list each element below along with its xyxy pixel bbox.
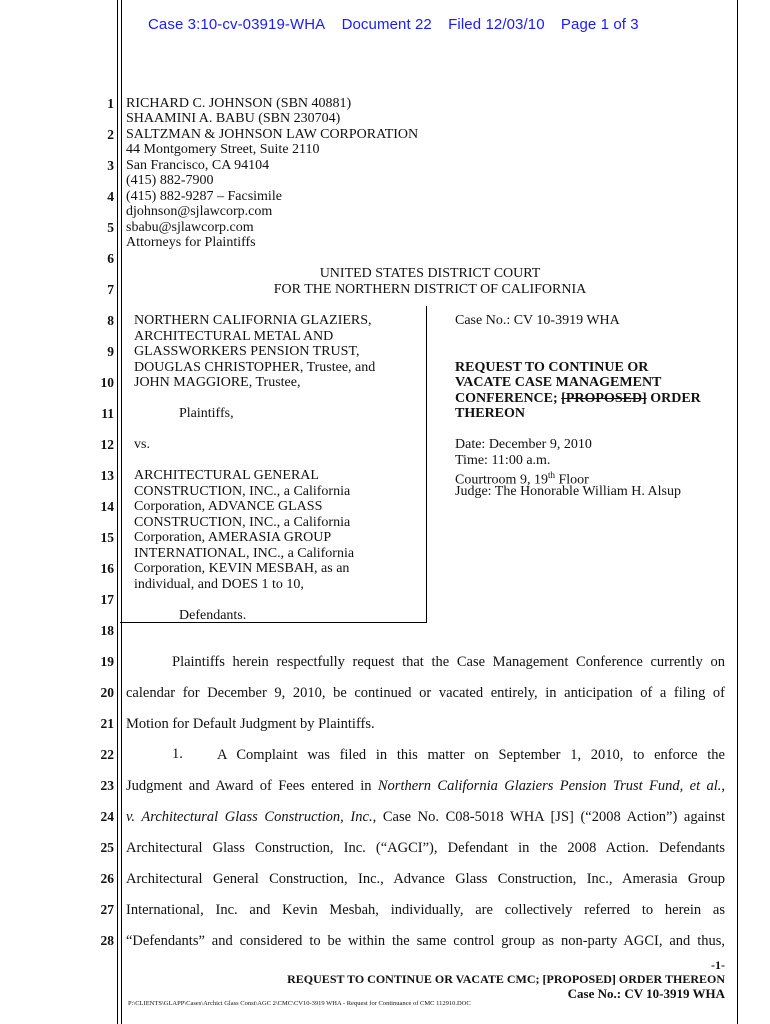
courtroom-text: Floor <box>554 472 589 488</box>
body-line-23 <box>126 778 725 795</box>
attorney-line: SALTZMAN & JOHNSON LAW CORPORATION <box>126 127 419 142</box>
plaintiff-line: JOHN MAGGIORE, Trustee, <box>134 375 301 390</box>
attorney-line: sbabu@sjlawcorp.com <box>126 220 254 235</box>
title-line: VACATE CASE MANAGEMENT <box>455 375 662 390</box>
line-number: 14 <box>100 499 114 514</box>
defendant-line: INTERNATIONAL, INC., a California <box>134 546 355 561</box>
hearing-time: Time: 11:00 a.m. <box>455 453 551 468</box>
line-number: 22 <box>100 747 114 762</box>
attorney-line: (415) 882-7900 <box>126 173 214 188</box>
attorney-line: 44 Montgomery Street, Suite 2110 <box>126 142 320 157</box>
case-citation: Northern California Glaziers Pension Trust Fund, et al., <box>377 778 726 794</box>
line-number: 15 <box>100 530 114 545</box>
right-margin-rule <box>737 0 738 1024</box>
case-number: Case No.: CV 10-3919 WHA <box>455 313 620 328</box>
line-number: 17 <box>100 592 114 607</box>
title-line <box>455 391 701 407</box>
line-number: 6 <box>107 251 114 266</box>
file-path: P:\CLIENTS\GLAPP\Cases\Archict Glass Const\AGC 2\CMC\CV10-3919 WHA - Request for Continuance of CMC 112910.DOC <box>128 1000 471 1007</box>
body-text-span: Judgment and Award of Fees entered in <box>126 778 378 794</box>
body-line-21: Motion for Default Judgment by Plaintiffs. <box>126 716 375 732</box>
line-number: 3 <box>107 158 114 173</box>
body-line-20: calendar for December 9, 2010, be continued or vacated entirely, in anticipation of a filing of <box>126 685 725 701</box>
court-district: FOR THE NORTHERN DISTRICT OF CALIFORNIA <box>273 282 587 297</box>
line-number: 23 <box>100 778 114 793</box>
defendant-line: Corporation, ADVANCE GLASS <box>134 499 323 514</box>
struck-proposed: [PROPOSED] <box>561 391 647 406</box>
body-text-span: , Case No. C08-5018 WHA [JS] (“2008 Action”) against <box>372 809 726 825</box>
title-text: ORDER <box>646 391 701 406</box>
plaintiff-line: NORTHERN CALIFORNIA GLAZIERS, <box>134 313 372 328</box>
line-number: 8 <box>107 313 114 328</box>
defendant-line: individual, and DOES 1 to 10, <box>134 577 304 592</box>
body-line-26: Architectural General Construction, Inc., Advance Glass Construction, Inc., Amerasia Group <box>126 871 725 887</box>
footer-case-number: Case No.: CV 10-3919 WHA <box>567 986 725 1001</box>
body-line-24 <box>126 809 725 826</box>
ecf-case-number: Case 3:10-cv-03919-WHA <box>148 16 326 33</box>
line-number: 18 <box>100 623 114 638</box>
plaintiff-line: DOUGLAS CHRISTOPHER, Trustee, and <box>134 360 376 375</box>
body-line-22: A Complaint was filed in this matter on September 1, 2010, to enforce the <box>217 747 725 763</box>
ordinal-suffix: th <box>547 470 555 480</box>
attorney-line: RICHARD C. JOHNSON (SBN 40881) <box>126 96 352 111</box>
defendants-label: Defendants. <box>179 608 247 623</box>
attorney-line: Attorneys for Plaintiffs <box>126 235 256 250</box>
plaintiff-line: ARCHITECTURAL METAL AND <box>134 329 334 344</box>
ecf-header <box>148 16 651 33</box>
ecf-page-count: Page 1 of 3 <box>560 16 639 33</box>
left-margin-rule <box>117 0 118 1024</box>
line-number: 4 <box>107 189 114 204</box>
line-number: 21 <box>100 716 114 731</box>
court-name: UNITED STATES DISTRICT COURT <box>319 266 541 281</box>
ecf-filed-date: Filed 12/03/10 <box>448 16 545 33</box>
hearing-date: Date: December 9, 2010 <box>455 437 592 452</box>
paragraph-number: 1. <box>172 746 183 762</box>
line-number: 12 <box>100 437 114 452</box>
title-line: REQUEST TO CONTINUE OR <box>455 360 649 375</box>
plaintiffs-label: Plaintiffs, <box>179 406 234 421</box>
defendant-line: Corporation, AMERASIA GROUP <box>134 530 332 545</box>
plaintiff-line: GLASSWORKERS PENSION TRUST, <box>134 344 360 359</box>
line-number: 11 <box>101 406 114 421</box>
ecf-document-number: Document 22 <box>341 16 432 33</box>
hearing-judge: Judge: The Honorable William H. Alsup <box>455 484 682 499</box>
line-number: 25 <box>100 840 114 855</box>
attorney-line: (415) 882-9287 – Facsimile <box>126 189 282 204</box>
line-number: 13 <box>100 468 114 483</box>
attorney-line: San Francisco, CA 94104 <box>126 158 270 173</box>
body-line-19: Plaintiffs herein respectfully request that the Case Management Conference currently on <box>172 654 725 670</box>
line-number: 2 <box>107 127 114 142</box>
footer-title: REQUEST TO CONTINUE OR VACATE CMC; [PROPOSED] ORDER THEREON <box>287 972 725 986</box>
versus: vs. <box>134 437 150 452</box>
line-number: 7 <box>107 282 114 297</box>
title-line: THEREON <box>455 406 526 421</box>
defendant-line: Corporation, KEVIN MESBAH, as an <box>134 561 350 576</box>
line-number: 1 <box>107 96 114 111</box>
defendant-line: CONSTRUCTION, INC., a California <box>134 515 351 530</box>
footer-page-number: -1- <box>711 958 725 972</box>
title-text: CONFERENCE; <box>455 391 562 406</box>
line-number: 16 <box>100 561 114 576</box>
line-number: 28 <box>100 933 114 948</box>
line-number: 27 <box>100 902 114 917</box>
case-citation: v. Architectural Glass Construction, Inc. <box>126 809 373 825</box>
defendant-line: ARCHITECTURAL GENERAL <box>134 468 319 483</box>
line-number: 26 <box>100 871 114 886</box>
line-number: 24 <box>100 809 114 824</box>
courtroom-text: Courtroom 9, 19 <box>455 472 548 488</box>
body-line-25: Architectural Glass Construction, Inc. (“AGCI”), Defendant in the 2008 Action. Defendants <box>126 840 725 856</box>
line-number: 19 <box>100 654 114 669</box>
body-line-27: International, Inc. and Kevin Mesbah, individually, are collectively referred to herein as <box>126 902 725 918</box>
attorney-line: djohnson@sjlawcorp.com <box>126 204 273 219</box>
defendant-line: CONSTRUCTION, INC., a California <box>134 484 351 499</box>
body-line-28: “Defendants” and considered to be within the same control group as non-party AGCI, and thus, <box>126 933 725 949</box>
line-number: 20 <box>100 685 114 700</box>
line-number: 10 <box>100 375 114 390</box>
attorney-line: SHAAMINI A. BABU (SBN 230704) <box>126 111 341 126</box>
line-number: 5 <box>107 220 114 235</box>
line-number: 9 <box>107 344 114 359</box>
